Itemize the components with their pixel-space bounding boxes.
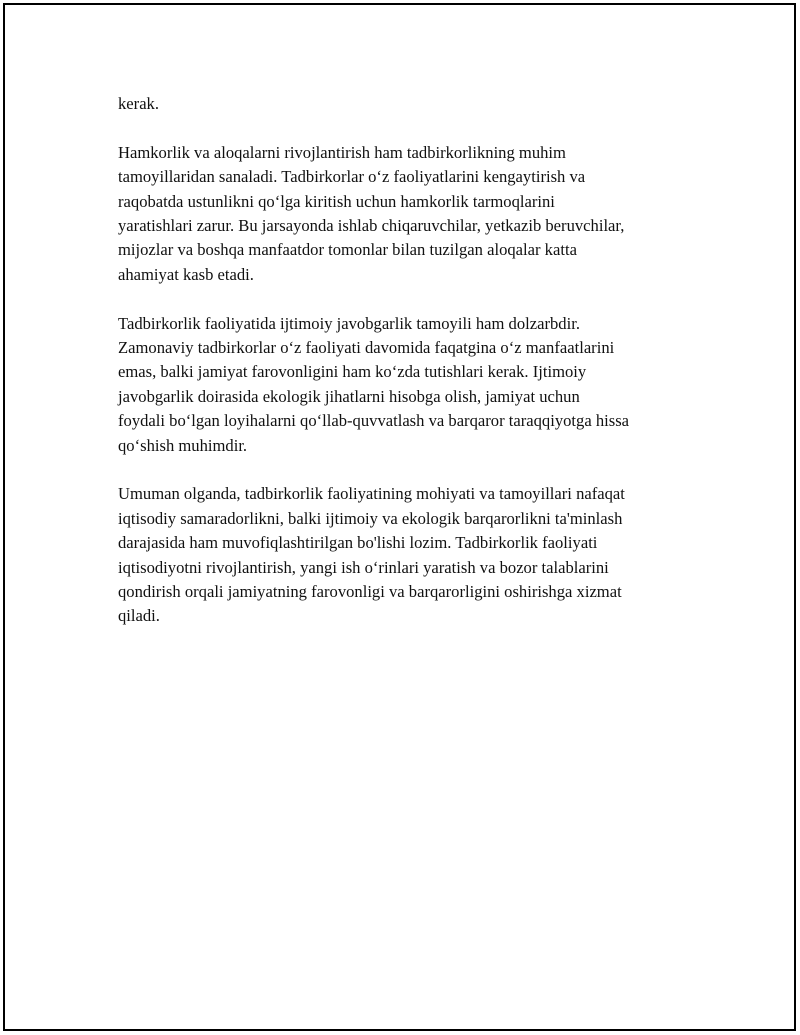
- text-line: emas, balki jamiyat farovonligini ham ko‘zda tutishlari kerak. Ijtimoiy: [118, 362, 587, 382]
- paragraph: [118, 92, 688, 116]
- text-line: qondirish orqali jamiyatning farovonligi va barqarorligini oshirishga xizmat: [118, 582, 622, 602]
- text-line: kerak.: [118, 94, 159, 113]
- document-body: [118, 92, 688, 653]
- text-line: Hamkorlik va aloqalarni rivojlantirish ham tadbirkorlikning muhim: [118, 142, 566, 162]
- text-line: foydali bo‘lgan loyihalarni qo‘llab-quvvatlash va barqaror taraqqiyotga hissa: [118, 411, 630, 431]
- text-line: ahamiyat kasb etadi.: [118, 264, 254, 284]
- paragraph: [118, 482, 688, 628]
- text-line: qiladi.: [118, 606, 160, 626]
- text-line: qo‘shish muhimdir.: [118, 435, 248, 455]
- text-line: tamoyillaridan sanaladi. Tadbirkorlar o‘z faoliyatlarini kengaytirish va: [118, 167, 586, 187]
- text-line: raqobatda ustunlikni qo‘lga kiritish uchun hamkorlik tarmoqlarini: [118, 191, 555, 211]
- text-line: darajasida ham muvofiqlashtirilgan bo'lishi lozim. Tadbirkorlik faoliyati: [118, 533, 598, 553]
- text-line: iqtisodiy samaradorlikni, balki ijtimoiy va ekologik barqarorlikni ta'minlash: [118, 508, 623, 528]
- paragraph: [118, 312, 688, 458]
- text-line: yaratishlari zarur. Bu jarsayonda ishlab chiqaruvchilar, yetkazib beruvchilar,: [118, 216, 625, 236]
- text-line: Zamonaviy tadbirkorlar o‘z faoliyati davomida faqatgina o‘z manfaatlarini: [118, 338, 615, 358]
- paragraph: [118, 141, 688, 287]
- text-line: Tadbirkorlik faoliyatida ijtimoiy javobgarlik tamoyili ham dolzarbdir.: [118, 313, 580, 333]
- text-line: iqtisodiyotni rivojlantirish, yangi ish o‘rinlari yaratish va bozor talablarini: [118, 557, 609, 577]
- text-line: Umuman olganda, tadbirkorlik faoliyatining mohiyati va tamoyillari nafaqat: [118, 484, 625, 504]
- text-line: javobgarlik doirasida ekologik jihatlarni hisobga olish, jamiyat uchun: [118, 386, 580, 406]
- text-line: mijozlar va boshqa manfaatdor tomonlar bilan tuzilgan aloqalar katta: [118, 240, 577, 260]
